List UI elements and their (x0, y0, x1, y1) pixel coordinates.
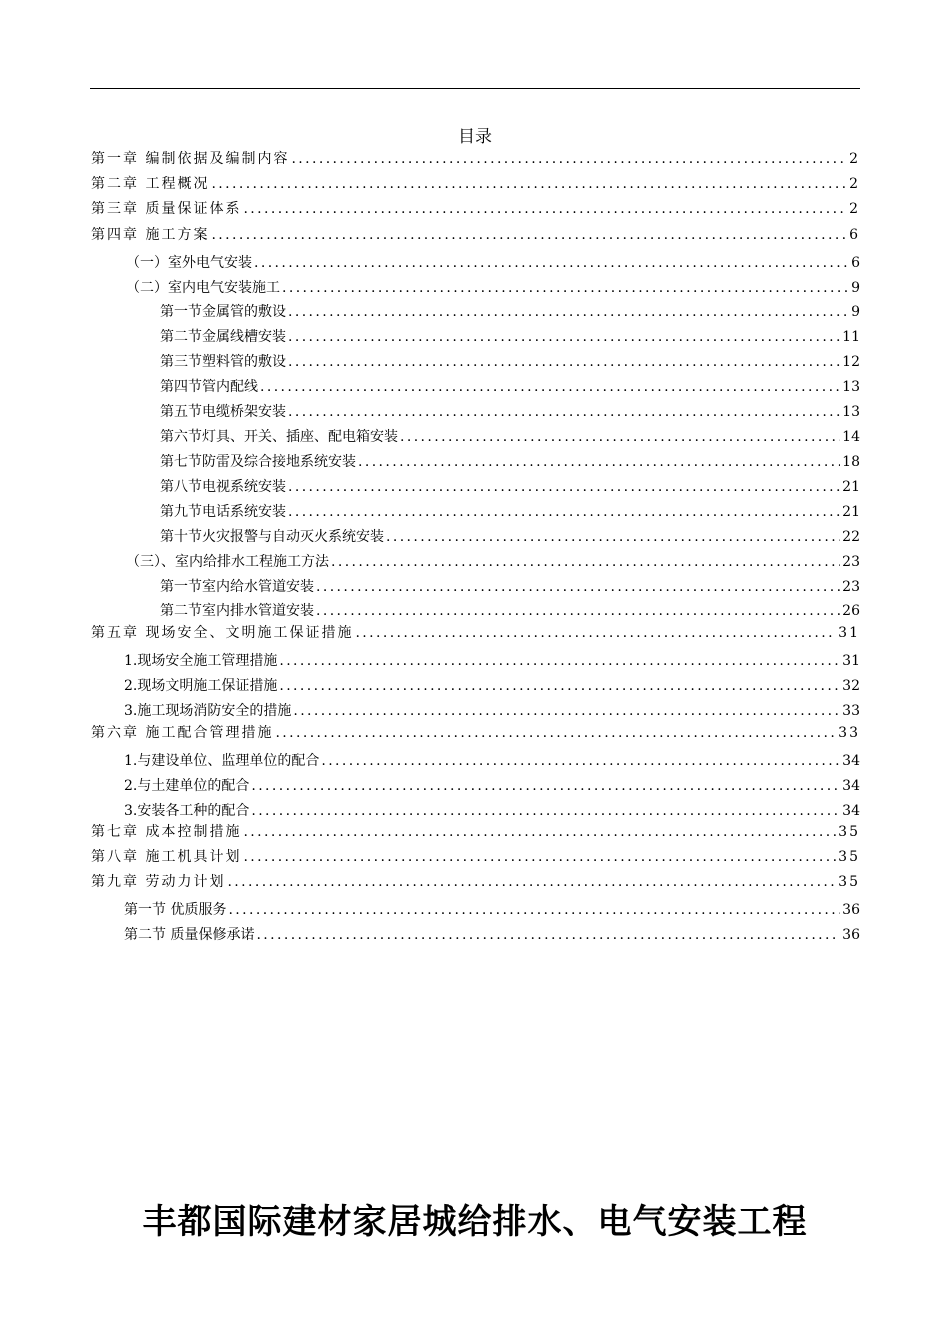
toc-entry-page: 26 (842, 603, 860, 619)
toc-entry[interactable] (91, 822, 860, 842)
toc-entry-page: 36 (842, 902, 860, 918)
toc-leader-dots (355, 623, 836, 643)
toc-entry-label: （二）室内电气安装施工 (126, 280, 280, 296)
toc-entry-label: 第二节金属线槽安装 (160, 329, 286, 345)
toc-entry-label: 第七章 成本控制措施 (91, 824, 242, 840)
toc-entry-page: 14 (842, 429, 860, 445)
toc-leader-dots (275, 723, 836, 743)
toc-entry-label: 第六章 施工配合管理措施 (91, 725, 274, 741)
toc-leader-dots (288, 302, 849, 322)
toc-entry[interactable] (160, 577, 860, 597)
toc-entry-page: 2 (849, 151, 860, 167)
toc-leader-dots (291, 149, 847, 169)
toc-entry-page: 11 (842, 329, 860, 345)
toc-entry[interactable] (126, 552, 860, 572)
toc-entry-page: 6 (849, 227, 860, 243)
toc-entry-page: 35 (838, 849, 860, 865)
toc-leader-dots (288, 327, 840, 347)
toc-entry-page: 33 (842, 703, 860, 719)
toc-entry[interactable] (160, 452, 860, 472)
toc-entry-page: 13 (842, 379, 860, 395)
toc-entry[interactable] (160, 427, 860, 447)
toc-entry[interactable] (91, 174, 860, 194)
toc-entry-page: 23 (842, 579, 860, 595)
toc-entry-page: 6 (851, 255, 860, 271)
toc-entry-label: 第二节室内排水管道安装 (160, 603, 314, 619)
toc-leader-dots (279, 676, 840, 696)
toc-entry-label: 第一节金属管的敷设 (160, 304, 286, 320)
toc-entry-label: 第九节电话系统安装 (160, 504, 286, 520)
toc-entry[interactable] (91, 149, 860, 169)
toc-leader-dots (251, 776, 840, 796)
toc-leader-dots (293, 701, 840, 721)
toc-entry[interactable] (124, 701, 860, 721)
toc-entry-page: 21 (842, 504, 860, 520)
toc-entry-label: 3.安装各工种的配合 (124, 803, 250, 819)
toc-entry[interactable] (160, 302, 860, 322)
toc-leader-dots (228, 900, 840, 920)
toc-entry-label: 第一节 优质服务 (124, 902, 227, 918)
toc-entry-label: 第十节火灾报警与自动灭火系统安装 (160, 529, 384, 545)
toc-entry-page: 32 (842, 678, 860, 694)
toc-entry[interactable] (126, 253, 860, 273)
toc-leader-dots (288, 402, 840, 422)
toc-entry-label: 第一节室内给水管道安装 (160, 579, 314, 595)
toc-entry[interactable] (91, 872, 860, 892)
toc-entry-label: 1.现场安全施工管理措施 (124, 653, 278, 669)
toc-leader-dots (386, 527, 840, 547)
toc-entry-page: 23 (842, 554, 860, 570)
toc-entry[interactable] (124, 676, 860, 696)
toc-entry-label: 第八节电视系统安装 (160, 479, 286, 495)
toc-leader-dots (251, 801, 840, 821)
toc-entry[interactable] (124, 801, 860, 821)
toc-entry-label: 1.与建设单位、监理单位的配合 (124, 753, 320, 769)
toc-entry-label: 第一章 编制依据及编制内容 (91, 151, 290, 167)
toc-entry-label: 2.现场文明施工保证措施 (124, 678, 278, 694)
toc-entry-page: 18 (842, 454, 860, 470)
toc-entry-label: 第九章 劳动力计划 (91, 874, 226, 890)
toc-entry-label: 3.施工现场消防安全的措施 (124, 703, 292, 719)
toc-leader-dots (331, 552, 840, 572)
toc-entry[interactable] (160, 352, 860, 372)
toc-leader-dots (358, 452, 840, 472)
toc-entry[interactable] (160, 527, 860, 547)
toc-entry-page: 34 (842, 778, 860, 794)
document-title: 丰都国际建材家居城给排水、电气安装工程 (142, 1202, 808, 1242)
toc-leader-dots (260, 377, 840, 397)
toc-entry-label: 第四节管内配线 (160, 379, 258, 395)
toc-entry[interactable] (160, 327, 860, 347)
toc-leader-dots (316, 577, 840, 597)
toc-entry[interactable] (91, 225, 860, 245)
toc-leader-dots (400, 427, 840, 447)
toc-entry-page: 34 (842, 753, 860, 769)
toc-leader-dots (243, 847, 836, 867)
toc-entry-page: 36 (842, 927, 860, 943)
toc-entry[interactable] (160, 502, 860, 522)
toc-entry[interactable] (160, 477, 860, 497)
toc-entry-label: 第七节防雷及综合接地系统安装 (160, 454, 356, 470)
toc-entry-label: 第六节灯具、开关、插座、配电箱安装 (160, 429, 398, 445)
toc-entry-page: 9 (851, 280, 860, 296)
toc-entry-page: 12 (842, 354, 860, 370)
toc-entry-page: 21 (842, 479, 860, 495)
toc-entry[interactable] (124, 776, 860, 796)
toc-leader-dots (288, 477, 840, 497)
toc-entry-page: 2 (849, 201, 860, 217)
toc-leader-dots (288, 352, 840, 372)
toc-entry-label: 第五章 现场安全、文明施工保证措施 (91, 625, 354, 641)
toc-entry[interactable] (124, 751, 860, 771)
toc-leader-dots (211, 225, 847, 245)
toc-entry[interactable] (91, 623, 860, 643)
toc-entry-page: 31 (838, 625, 860, 641)
toc-entry[interactable] (124, 900, 860, 920)
toc-title: 目录 (458, 127, 492, 147)
toc-entry-page: 35 (838, 874, 860, 890)
toc-leader-dots (256, 925, 840, 945)
toc-entry-page: 22 (842, 529, 860, 545)
toc-entry[interactable] (91, 199, 860, 219)
toc-entry-page: 2 (849, 176, 860, 192)
toc-entry-page: 13 (842, 404, 860, 420)
toc-entry[interactable] (91, 723, 860, 743)
toc-entry[interactable] (91, 847, 860, 867)
toc-entry-label: （三）、室内给排水工程施工方法 (126, 554, 329, 570)
toc-entry[interactable] (160, 601, 860, 621)
toc-entry-page: 34 (842, 803, 860, 819)
toc-entry-page: 35 (838, 824, 860, 840)
toc-entry-label: 2.与土建单位的配合 (124, 778, 250, 794)
toc-entry-label: 第二节 质量保修承诺 (124, 927, 255, 943)
toc-entry[interactable] (160, 402, 860, 422)
toc-leader-dots (243, 822, 836, 842)
toc-leader-dots (211, 174, 847, 194)
toc-entry[interactable] (124, 925, 860, 945)
toc-entry-label: 第三节塑料管的敷设 (160, 354, 286, 370)
toc-entry[interactable] (124, 651, 860, 671)
toc-leader-dots (254, 253, 849, 273)
toc-leader-dots (227, 872, 836, 892)
toc-leader-dots (288, 502, 840, 522)
toc-entry-label: 第四章 施工方案 (91, 227, 210, 243)
toc-entry-page: 31 (842, 653, 860, 669)
toc-leader-dots (316, 601, 840, 621)
toc-leader-dots (243, 199, 847, 219)
toc-entry-page: 9 (851, 304, 860, 320)
toc-entry-label: 第八章 施工机具计划 (91, 849, 242, 865)
toc-entry-label: （一）室外电气安装 (126, 255, 252, 271)
toc-leader-dots (282, 278, 849, 298)
toc-entry-label: 第二章 工程概况 (91, 176, 210, 192)
toc-entry-label: 第五节电缆桥架安装 (160, 404, 286, 420)
toc-leader-dots (279, 651, 840, 671)
toc-entry-page: 33 (838, 725, 860, 741)
toc-entry[interactable] (126, 278, 860, 298)
toc-entry-label: 第三章 质量保证体系 (91, 201, 242, 217)
toc-entry[interactable] (160, 377, 860, 397)
toc-leader-dots (321, 751, 840, 771)
